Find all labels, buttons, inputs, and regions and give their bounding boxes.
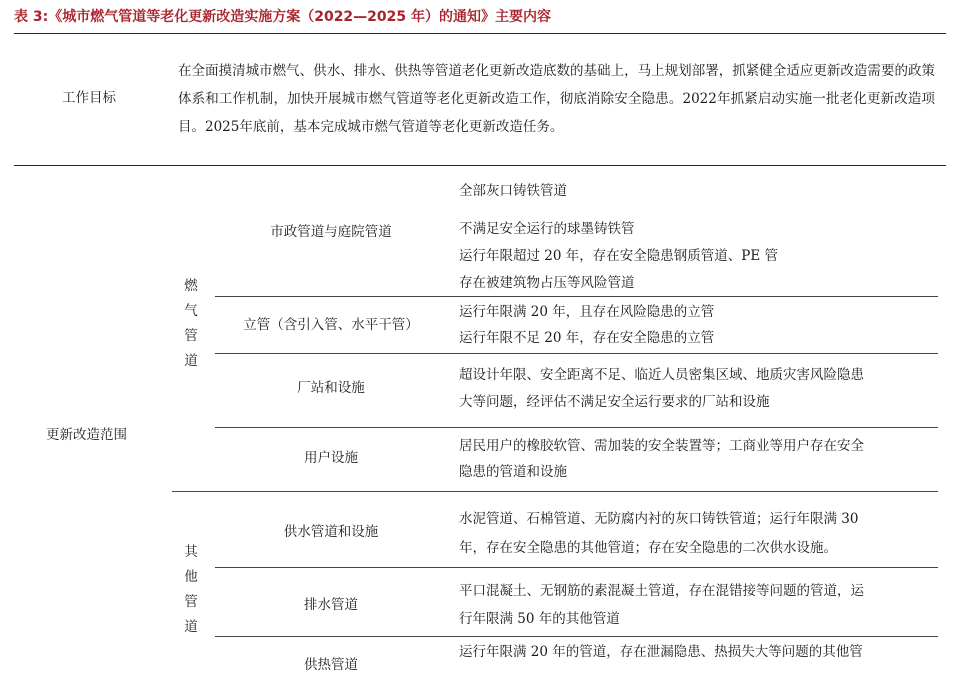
user-facility-label: 用户设施 <box>304 450 358 466</box>
riser-line-2: 运行年限不足 20 年，存在安全隐患的立管 <box>459 330 715 346</box>
water-line-2: 年，存在安全隐患的其他管道；存在安全隐患的二次供水设施。 <box>459 540 837 556</box>
gas-pipe-label: 燃气管道 <box>184 278 198 369</box>
scope-label: 更新改造范围 <box>46 427 127 443</box>
station-line-2: 大等问题，经评估不满足安全运行要求的厂站和设施 <box>459 394 770 410</box>
goal-label: 工作目标 <box>62 90 116 106</box>
heat-label: 供热管道 <box>304 657 358 673</box>
drain-bottom-rule <box>215 636 938 637</box>
user-facility-line-1: 居民用户的橡胶软管、需加装的安全装置等；工商业等用户存在安全 <box>459 438 864 454</box>
drain-label: 排水管道 <box>304 597 358 613</box>
station-line-1: 超设计年限、安全距离不足、临近人员密集区域、地质灾害风险隐患 <box>459 367 864 383</box>
heat-line-1: 运行年限满 20 年的管道，存在泄漏隐患、热损失大等问题的其他管 <box>459 644 863 660</box>
riser-label: 立管（含引入管、水平干管） <box>243 317 419 333</box>
other-pipe-label: 其他管道 <box>184 544 198 635</box>
goal-bottom-rule <box>14 165 946 166</box>
drain-line-1: 平口混凝土、无钢筋的素混凝土管道，存在混错接等问题的管道，运 <box>459 583 864 599</box>
water-line-1: 水泥管道、石棉管道、无防腐内衬的灰口铸铁管道；运行年限满 30 <box>459 511 859 527</box>
gas-bottom-rule <box>172 491 938 492</box>
user-facility-line-2: 隐患的管道和设施 <box>459 464 567 480</box>
water-label: 供水管道和设施 <box>283 524 379 540</box>
municipal-line-1: 全部灰口铸铁管道 <box>459 183 567 199</box>
goal-text: 在全面摸清城市燃气、供水、排水、供热等管道老化更新改造底数的基础上，马上规划部署，抓紧健全适应更新改造需要的政策体系和工作机制，加快开展城市燃气管道等老化更新改造工作，彻底消除安全隐患。2022年抓紧启动实施一批老化更新改造项目。2025年底前，基本完成城市燃气管道等老化更新改造任务。 <box>178 63 935 135</box>
riser-bottom-rule <box>215 353 938 354</box>
water-bottom-rule <box>215 567 938 568</box>
station-bottom-rule <box>215 427 938 428</box>
municipal-line-2: 不满足安全运行的球墨铸铁管 <box>459 221 635 237</box>
riser-line-1: 运行年限满 20 年，且存在风险隐患的立管 <box>459 304 715 320</box>
station-label: 厂站和设施 <box>297 380 365 396</box>
top-rule <box>14 33 946 34</box>
municipal-line-4: 存在被建筑物占压等风险管道 <box>459 275 635 291</box>
municipal-label: 市政管道与庭院管道 <box>270 224 392 240</box>
drain-line-2: 行年限满 50 年的其他管道 <box>459 611 620 627</box>
table-title: 表 3:《城市燃气管道等老化更新改造实施方案（2022—2025 年）的通知》主要内容 <box>14 9 552 25</box>
municipal-line-3: 运行年限超过 20 年，存在安全隐患钢质管道、PE 管 <box>459 248 778 264</box>
